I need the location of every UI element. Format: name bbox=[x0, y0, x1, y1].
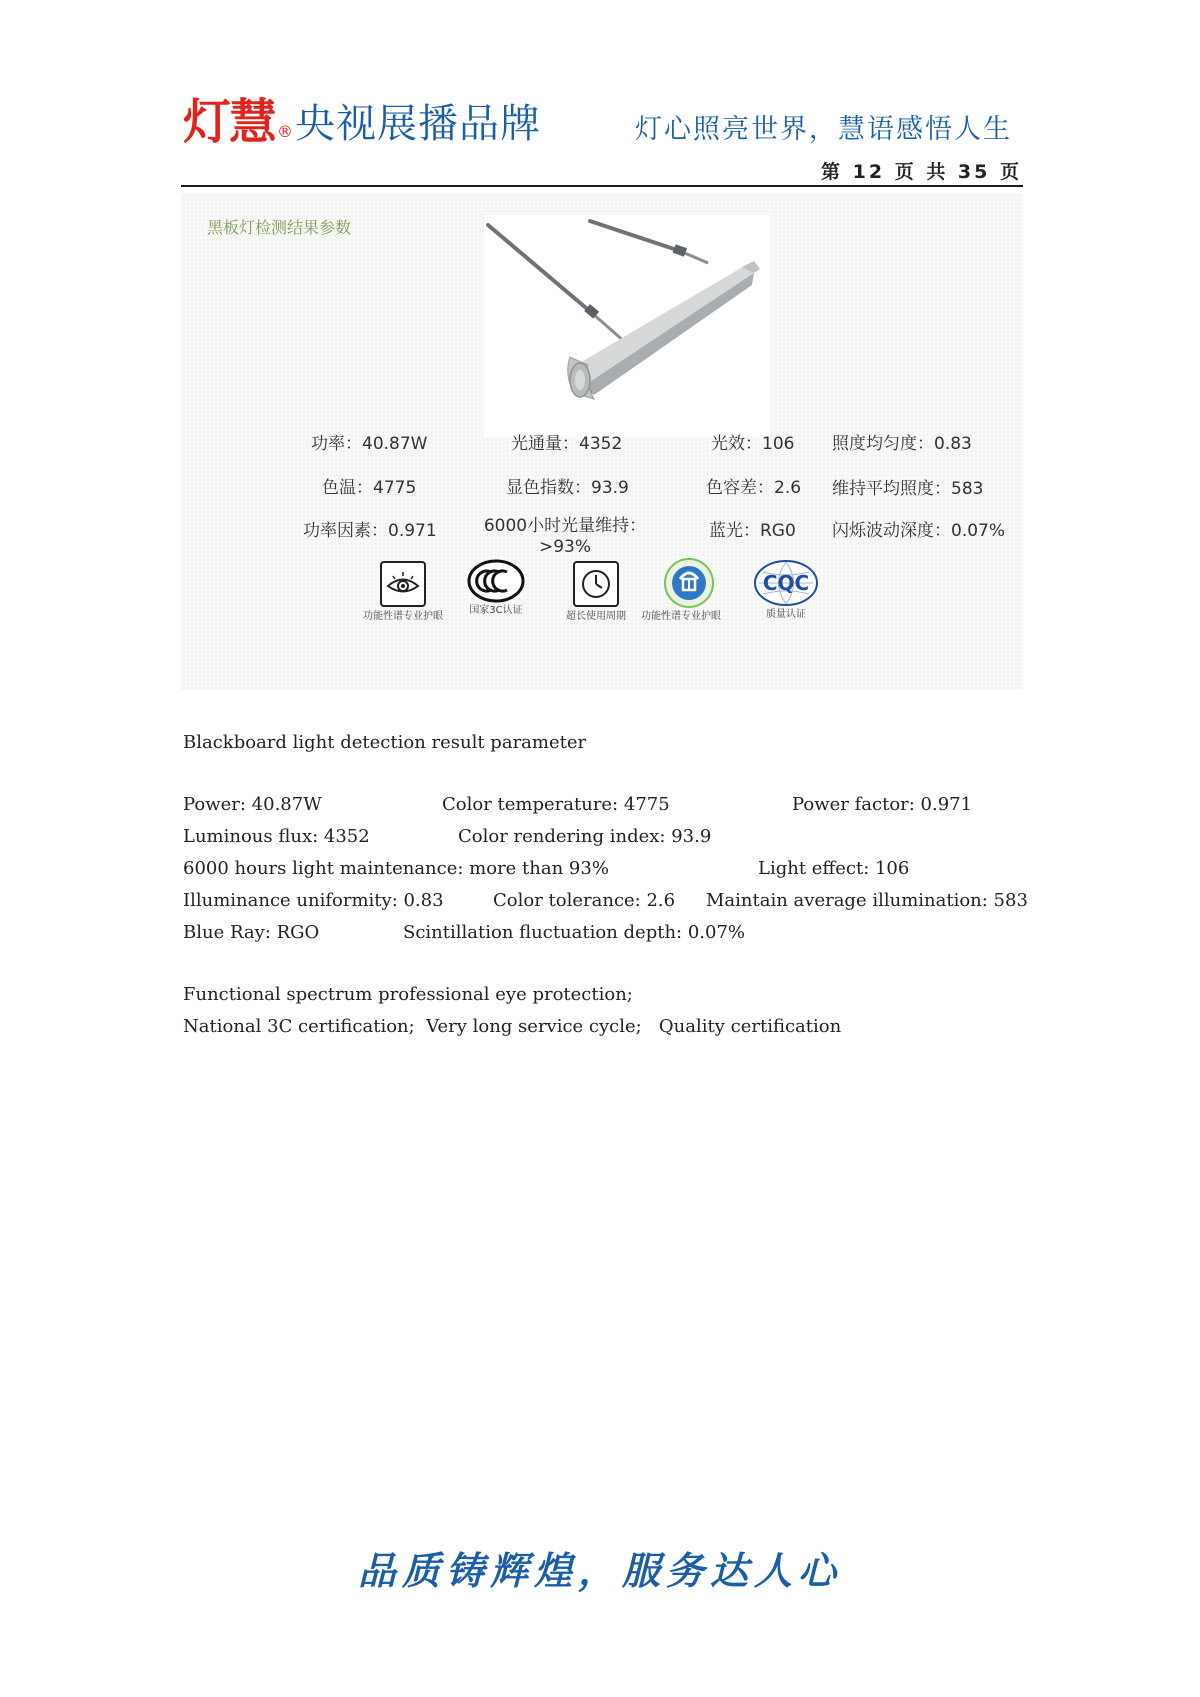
en-light-maintenance: 6000 hours light maintenance: more than 93% bbox=[183, 858, 609, 879]
cert-3c bbox=[446, 559, 546, 617]
green-cert-icon bbox=[662, 557, 716, 609]
ccc-icon bbox=[467, 559, 525, 603]
spec-blue-light: 蓝光：RG0 bbox=[709, 521, 796, 541]
cert-label: 超长使用周期 bbox=[566, 611, 626, 622]
en-flicker-depth: Scintillation fluctuation depth: 0.07% bbox=[403, 922, 746, 943]
cert-long-life bbox=[546, 559, 646, 623]
cert-label: 质量认证 bbox=[766, 609, 806, 620]
english-heading: Blackboard light detection result parameter bbox=[183, 732, 587, 753]
blackboard-light-illustration bbox=[484, 215, 770, 437]
en-power-factor: Power factor: 0.971 bbox=[792, 794, 973, 815]
cqc-icon bbox=[753, 559, 819, 607]
registered-mark: ® bbox=[277, 122, 294, 141]
en-cri: Color rendering index: 93.9 bbox=[458, 826, 712, 847]
spec-power: 功率：40.87W bbox=[311, 434, 428, 454]
footer-motto: 品质铸辉煌，服务达人心 bbox=[357, 1549, 842, 1593]
brand-slogan: 灯心照亮世界，慧语感悟人生 bbox=[635, 114, 1012, 145]
spec-flicker-depth: 闪烁波动深度：0.07% bbox=[832, 521, 1006, 541]
clock-icon bbox=[571, 559, 621, 609]
brand-logo: 灯慧 bbox=[183, 94, 276, 150]
en-features-line-2: National 3C certification; Very long service cycle; Quality certification bbox=[183, 1016, 842, 1037]
spec-light-maintenance: 6000小时光量维持：>93% bbox=[483, 516, 647, 557]
svg-text:CQC: CQC bbox=[762, 571, 810, 595]
spec-luminous-flux: 光通量：4352 bbox=[511, 434, 623, 454]
en-uniformity: Illuminance uniformity: 0.83 bbox=[183, 890, 444, 911]
brand-name: 央视展播品牌 bbox=[295, 101, 542, 147]
product-image bbox=[484, 215, 770, 437]
en-average-illumination: Maintain average illumination: 583 bbox=[706, 890, 1028, 911]
cert-green-product bbox=[641, 557, 737, 623]
en-features-line-1: Functional spectrum professional eye protection; bbox=[183, 984, 633, 1005]
panel-title: 黑板灯检测结果参数 bbox=[207, 218, 352, 237]
en-blue-ray: Blue Ray: RGO bbox=[183, 922, 320, 943]
brand-header bbox=[183, 92, 541, 148]
en-light-effect: Light effect: 106 bbox=[758, 858, 910, 879]
spec-power-factor: 功率因素：0.971 bbox=[303, 521, 437, 541]
spec-cri: 显色指数：93.9 bbox=[506, 478, 629, 498]
eye-protection-icon bbox=[378, 559, 428, 609]
spec-color-tolerance: 色容差：2.6 bbox=[706, 478, 802, 498]
spec-uniformity: 照度均匀度：0.83 bbox=[832, 434, 972, 454]
header-divider bbox=[181, 185, 1023, 187]
spec-color-temperature: 色温：4775 bbox=[322, 478, 417, 498]
spec-efficacy: 光效：106 bbox=[711, 434, 795, 454]
en-luminous-flux: Luminous flux: 4352 bbox=[183, 826, 370, 847]
en-color-tolerance: Color tolerance: 2.6 bbox=[493, 890, 676, 911]
cert-eye-protection bbox=[353, 559, 453, 623]
en-color-temperature: Color temperature: 4775 bbox=[442, 794, 670, 815]
page-indicator: 第 12 页 共 35 页 bbox=[821, 161, 1022, 183]
cert-label: 国家3C认证 bbox=[469, 605, 523, 616]
cert-quality bbox=[736, 559, 836, 621]
en-power: Power: 40.87W bbox=[183, 794, 322, 815]
spec-average-illumination: 维持平均照度：583 bbox=[832, 479, 984, 499]
cert-label: 功能性谱专业护眼 bbox=[641, 611, 721, 622]
product-panel bbox=[181, 193, 1023, 690]
cert-label: 功能性谱专业护眼 bbox=[363, 611, 443, 622]
